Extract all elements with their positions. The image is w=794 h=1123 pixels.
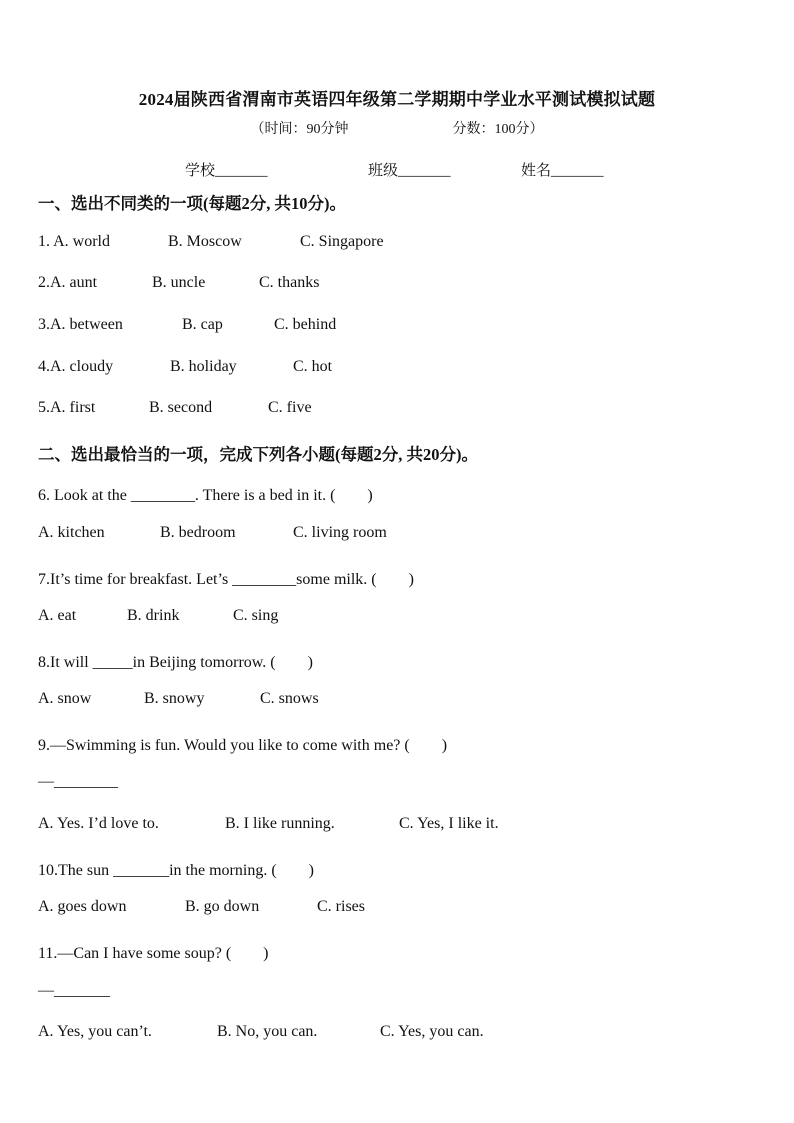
option-a: A. kitchen — [38, 524, 105, 541]
question-9-reply: —________ — [38, 773, 118, 790]
question-2 — [38, 274, 319, 292]
question-7-options — [38, 607, 278, 625]
option-c: C. hot — [293, 358, 333, 375]
option-b: B. uncle — [152, 274, 206, 291]
option-b: B. Moscow — [168, 233, 242, 250]
option-b: B. drink — [127, 607, 180, 624]
option-b: B. I like running. — [225, 815, 335, 832]
option-c: C. snows — [260, 690, 319, 707]
option-b: B. go down — [185, 898, 260, 915]
option-c: C. Yes, I like it. — [399, 815, 499, 832]
option-a: A. eat — [38, 607, 77, 624]
option-a: 3.A. between — [38, 316, 123, 333]
option-c: C. behind — [274, 316, 337, 333]
exam-subtitle — [0, 118, 794, 138]
exam-title: 2024届陕西省渭南市英语四年级第二学期期中学业水平测试模拟试题 — [138, 90, 656, 109]
option-c: C. Singapore — [300, 233, 384, 250]
option-b: B. bedroom — [160, 524, 236, 541]
option-a: A. Yes. I’d love to. — [38, 815, 159, 832]
exam-score: 分数：100分） — [452, 122, 544, 137]
exam-time: （时间：90分钟 — [250, 122, 349, 137]
option-c: C. rises — [317, 898, 365, 915]
question-7-stem: 7.It’s time for breakfast. Let’s ________some milk. ( ) — [38, 571, 414, 588]
option-c: C. Yes, you can. — [380, 1023, 484, 1040]
question-6-options — [38, 524, 387, 542]
question-10-stem: 10.The sun _______in the morning. ( ) — [38, 862, 314, 879]
option-a: 1. A. world — [38, 233, 110, 250]
option-c: C. sing — [233, 607, 279, 624]
option-b: B. No, you can. — [217, 1023, 318, 1040]
question-1 — [38, 233, 384, 251]
option-a: 4.A. cloudy — [38, 358, 114, 375]
school-field: 学校_______ — [185, 163, 268, 179]
question-11-options — [38, 1023, 484, 1041]
option-b: B. second — [149, 399, 213, 416]
question-9-stem: 9.—Swimming is fun. Would you like to come with me? ( ) — [38, 737, 448, 754]
question-11-reply: —_______ — [38, 982, 110, 999]
option-b: B. snowy — [144, 690, 205, 707]
option-a: 2.A. aunt — [38, 274, 98, 291]
question-8-options — [38, 690, 319, 708]
class-field: 班级_______ — [368, 163, 451, 179]
question-4 — [38, 358, 332, 376]
question-5 — [38, 399, 312, 417]
question-8-stem: 8.It will _____in Beijing tomorrow. ( ) — [38, 654, 313, 671]
option-a: A. goes down — [38, 898, 127, 915]
section-1-heading: 一、选出不同类的一项(每题2分, 共10分)。 — [38, 194, 346, 213]
question-3 — [38, 316, 336, 334]
option-c: C. five — [268, 399, 312, 416]
question-11-stem: 11.—Can I have some soup? ( ) — [38, 945, 269, 962]
option-a: A. Yes, you can’t. — [38, 1023, 152, 1040]
question-6-stem: 6. Look at the ________. There is a bed in it. ( ) — [38, 487, 373, 504]
name-field: 姓名_______ — [521, 163, 604, 179]
question-10-options — [38, 898, 365, 916]
option-c: C. thanks — [259, 274, 320, 291]
option-c: C. living room — [293, 524, 387, 541]
option-a: A. snow — [38, 690, 92, 707]
question-9-options — [38, 815, 499, 833]
option-a: 5.A. first — [38, 399, 96, 416]
option-b: B. cap — [182, 316, 223, 333]
section-2-heading: 二、选出最恰当的一项，完成下列各小题(每题2分, 共20分)。 — [38, 445, 478, 464]
option-b: B. holiday — [170, 358, 237, 375]
